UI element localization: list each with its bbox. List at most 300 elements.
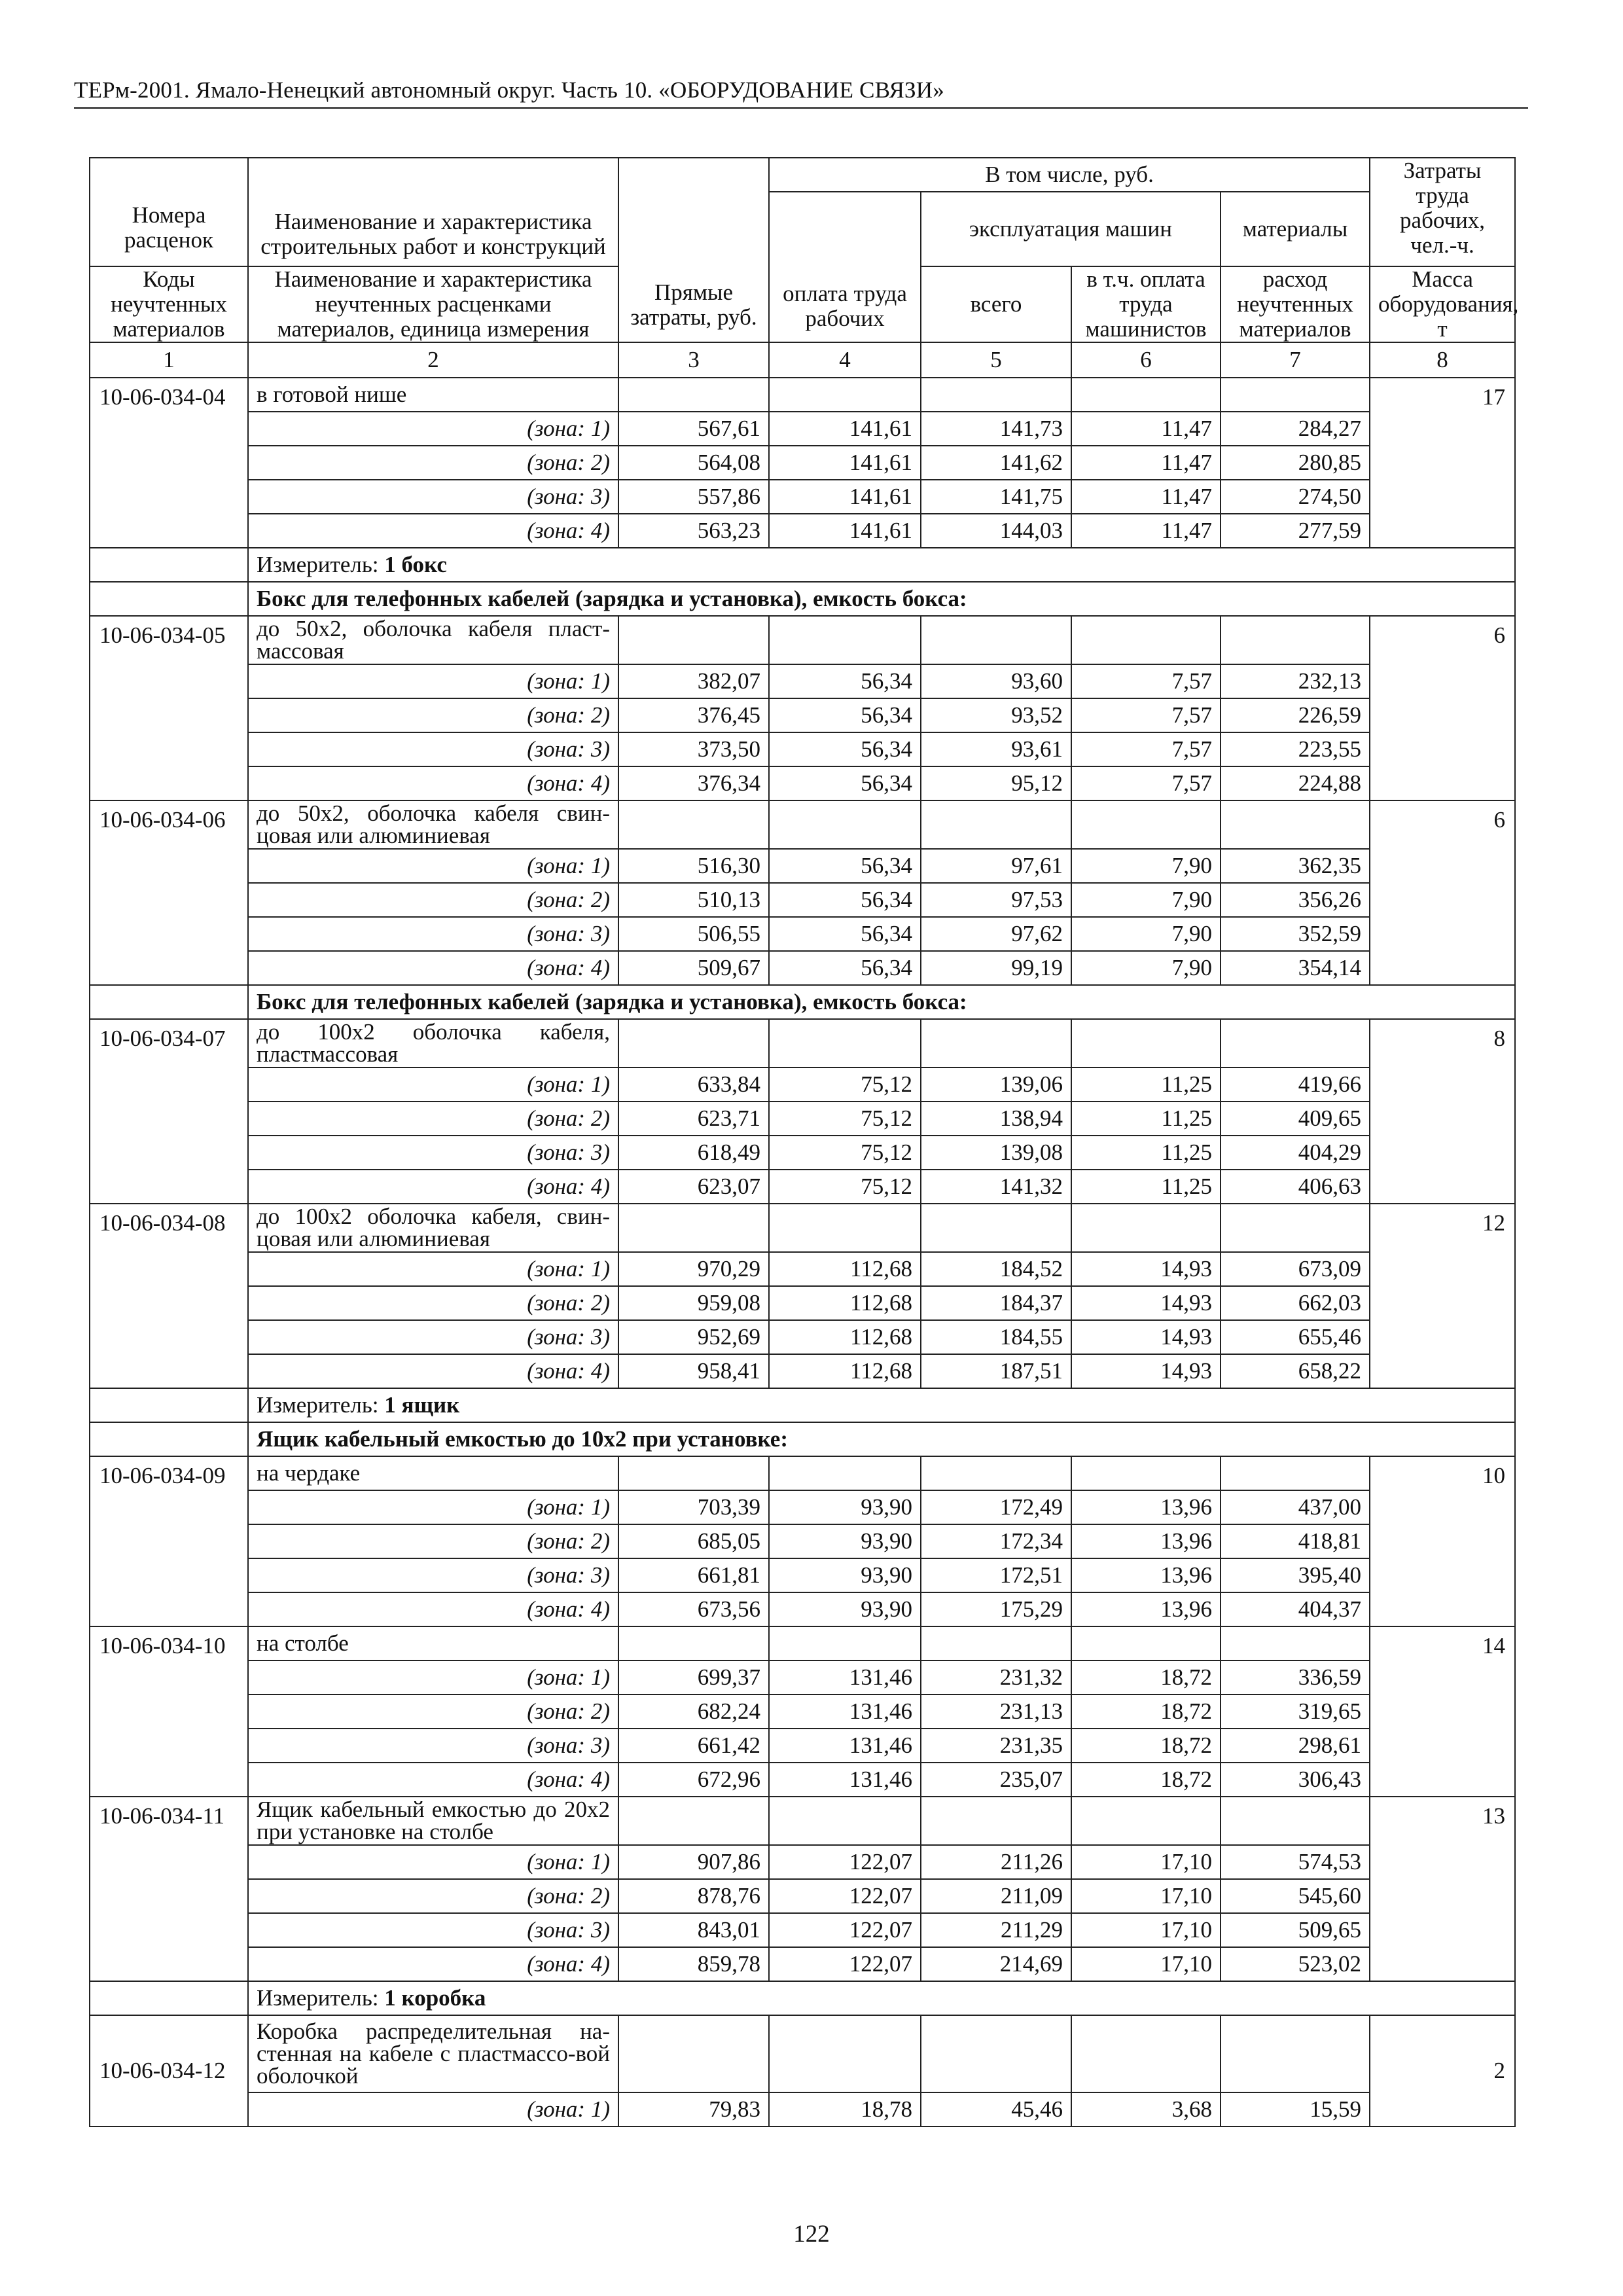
operators-wages: 7,90 <box>1071 849 1221 883</box>
zone-row <box>90 1763 1515 1797</box>
workers-wages: 18,78 <box>769 2092 921 2126</box>
zone-label: (зона: 3) <box>248 1136 618 1170</box>
operators-wages: 11,47 <box>1071 514 1221 548</box>
empty-cell <box>618 378 769 412</box>
machines-total: 93,52 <box>921 698 1071 732</box>
page-number: 122 <box>793 2221 830 2248</box>
operators-wages: 17,10 <box>1071 1879 1221 1913</box>
column-number: 3 <box>618 342 769 378</box>
rates-table <box>89 157 1519 2127</box>
workers-wages: 75,12 <box>769 1136 921 1170</box>
materials: 277,59 <box>1221 514 1370 548</box>
workers-wages: 141,61 <box>769 514 921 548</box>
direct-costs: 859,78 <box>618 1947 769 1981</box>
machines-total: 97,62 <box>921 917 1071 951</box>
workers-wages: 131,46 <box>769 1729 921 1763</box>
direct-costs: 382,07 <box>618 664 769 698</box>
operators-wages: 11,25 <box>1071 1102 1221 1136</box>
machines-total: 93,61 <box>921 732 1071 766</box>
empty-cell <box>921 1204 1071 1252</box>
item-title-row <box>90 1626 1515 1660</box>
unit-row <box>90 1981 1515 2015</box>
operators-wages: 3,68 <box>1071 2092 1221 2126</box>
zone-row <box>90 1252 1515 1286</box>
zone-row <box>90 1947 1515 1981</box>
workers-wages: 56,34 <box>769 951 921 985</box>
empty-cell <box>618 616 769 664</box>
zone-label: (зона: 4) <box>248 514 618 548</box>
direct-costs: 509,67 <box>618 951 769 985</box>
direct-costs: 661,81 <box>618 1558 769 1592</box>
materials: 274,50 <box>1221 480 1370 514</box>
rate-code: 10-06-034-09 <box>90 1456 248 1626</box>
workers-wages: 122,07 <box>769 1913 921 1947</box>
rate-code: 10-06-034-05 <box>90 616 248 800</box>
zone-label: (зона: 4) <box>248 1170 618 1204</box>
direct-costs: 952,69 <box>618 1320 769 1354</box>
zone-row <box>90 1490 1515 1524</box>
labor-costs: 13 <box>1370 1797 1515 1981</box>
labor-costs: 8 <box>1370 1019 1515 1204</box>
operators-wages: 14,93 <box>1071 1320 1221 1354</box>
materials: 232,13 <box>1221 664 1370 698</box>
empty-cell <box>921 616 1071 664</box>
section-row <box>90 985 1515 1019</box>
machines-total: 99,19 <box>921 951 1071 985</box>
direct-costs: 510,13 <box>618 883 769 917</box>
workers-wages: 56,34 <box>769 664 921 698</box>
rate-code: 10-06-034-04 <box>90 378 248 548</box>
empty-cell <box>1221 616 1370 664</box>
item-title-row <box>90 378 1515 412</box>
zone-label: (зона: 1) <box>248 1067 618 1102</box>
direct-costs: 376,34 <box>618 766 769 800</box>
zone-row <box>90 480 1515 514</box>
empty-cell <box>618 1626 769 1660</box>
column-number: 2 <box>248 342 618 378</box>
operators-wages: 13,96 <box>1071 1558 1221 1592</box>
unit-prefix: Измеритель: <box>257 1392 379 1418</box>
workers-wages: 75,12 <box>769 1170 921 1204</box>
empty-cell <box>769 2015 921 2092</box>
workers-wages: 122,07 <box>769 1947 921 1981</box>
direct-costs: 878,76 <box>618 1879 769 1913</box>
unit-prefix: Измеритель: <box>257 1985 379 2011</box>
measurement-unit <box>248 1388 1515 1422</box>
empty-cell <box>1071 1204 1221 1252</box>
empty-cell <box>90 1388 248 1422</box>
workers-wages: 93,90 <box>769 1592 921 1626</box>
direct-costs: 564,08 <box>618 446 769 480</box>
empty-cell <box>1071 2015 1221 2092</box>
work-description: до 50х2, оболочка кабеля свин-цовая или алюминиевая <box>248 800 618 849</box>
operators-wages: 18,72 <box>1071 1660 1221 1695</box>
zone-label: (зона: 1) <box>248 1660 618 1695</box>
operators-wages: 18,72 <box>1071 1695 1221 1729</box>
operators-wages: 11,25 <box>1071 1067 1221 1102</box>
zone-row <box>90 766 1515 800</box>
zone-row <box>90 514 1515 548</box>
unit-prefix: Измеритель: <box>257 552 379 577</box>
section-title: Бокс для телефонных кабелей (зарядка и установка), емкость бокса: <box>248 985 1515 1019</box>
workers-wages: 93,90 <box>769 1490 921 1524</box>
materials: 15,59 <box>1221 2092 1370 2126</box>
machines-total: 172,51 <box>921 1558 1071 1592</box>
empty-cell <box>1221 1797 1370 1845</box>
unit-row <box>90 1388 1515 1422</box>
zone-label: (зона: 4) <box>248 1947 618 1981</box>
empty-cell <box>618 2015 769 2092</box>
measurement-unit <box>248 548 1515 582</box>
column-number: 8 <box>1370 342 1515 378</box>
header-labor-costs: Затраты труда рабочих, чел.-ч. <box>1370 158 1515 266</box>
header-rate-numbers: Номера расценок <box>90 158 248 266</box>
zone-row <box>90 1695 1515 1729</box>
zone-row <box>90 1286 1515 1320</box>
machines-total: 139,06 <box>921 1067 1071 1102</box>
materials: 306,43 <box>1221 1763 1370 1797</box>
zone-row <box>90 883 1515 917</box>
zone-row <box>90 698 1515 732</box>
work-description: в готовой нише <box>248 378 618 412</box>
materials: 545,60 <box>1221 1879 1370 1913</box>
operators-wages: 17,10 <box>1071 1913 1221 1947</box>
operators-wages: 13,96 <box>1071 1592 1221 1626</box>
materials: 662,03 <box>1221 1286 1370 1320</box>
workers-wages: 112,68 <box>769 1354 921 1388</box>
zone-label: (зона: 3) <box>248 480 618 514</box>
direct-costs: 843,01 <box>618 1913 769 1947</box>
labor-costs: 2 <box>1370 2015 1515 2126</box>
materials: 404,29 <box>1221 1136 1370 1170</box>
work-description: на чердаке <box>248 1456 618 1490</box>
labor-costs: 14 <box>1370 1626 1515 1797</box>
operators-wages: 11,25 <box>1071 1170 1221 1204</box>
empty-cell <box>921 800 1071 849</box>
zone-label: (зона: 3) <box>248 917 618 951</box>
empty-cell <box>618 1204 769 1252</box>
workers-wages: 56,34 <box>769 849 921 883</box>
zone-row <box>90 849 1515 883</box>
labor-costs: 12 <box>1370 1204 1515 1388</box>
zone-row <box>90 1524 1515 1558</box>
zone-label: (зона: 1) <box>248 1490 618 1524</box>
page-header: ТЕРм-2001. Ямало-Ненецкий автономный округ. Часть 10. «ОБОРУДОВАНИЕ СВЯЗИ» <box>74 77 944 103</box>
work-description: до 50х2, оболочка кабеля пласт-массовая <box>248 616 618 664</box>
direct-costs: 79,83 <box>618 2092 769 2126</box>
workers-wages: 112,68 <box>769 1320 921 1354</box>
rate-code: 10-06-034-08 <box>90 1204 248 1388</box>
zone-label: (зона: 4) <box>248 1592 618 1626</box>
zone-row <box>90 1102 1515 1136</box>
machines-total: 231,35 <box>921 1729 1071 1763</box>
materials: 352,59 <box>1221 917 1370 951</box>
machines-total: 138,94 <box>921 1102 1071 1136</box>
workers-wages: 122,07 <box>769 1879 921 1913</box>
empty-cell <box>1071 1626 1221 1660</box>
empty-cell <box>1221 1204 1370 1252</box>
operators-wages: 14,93 <box>1071 1354 1221 1388</box>
direct-costs: 516,30 <box>618 849 769 883</box>
workers-wages: 141,61 <box>769 446 921 480</box>
machines-total: 211,26 <box>921 1845 1071 1879</box>
zone-label: (зона: 4) <box>248 766 618 800</box>
workers-wages: 75,12 <box>769 1102 921 1136</box>
zone-row <box>90 1913 1515 1947</box>
header-materials: материалы <box>1221 192 1370 266</box>
materials: 406,63 <box>1221 1170 1370 1204</box>
direct-costs: 907,86 <box>618 1845 769 1879</box>
direct-costs: 682,24 <box>618 1695 769 1729</box>
item-title-row <box>90 2015 1515 2092</box>
empty-cell <box>90 548 248 582</box>
empty-cell <box>1221 1019 1370 1067</box>
header-equipment-mass: Масса оборудования, т <box>1370 266 1515 342</box>
direct-costs: 703,39 <box>618 1490 769 1524</box>
zone-row <box>90 951 1515 985</box>
zone-label: (зона: 1) <box>248 664 618 698</box>
rate-code: 10-06-034-11 <box>90 1797 248 1981</box>
materials: 523,02 <box>1221 1947 1370 1981</box>
empty-cell <box>618 800 769 849</box>
item-title-row <box>90 1204 1515 1252</box>
section-title: Бокс для телефонных кабелей (зарядка и установка), емкость бокса: <box>248 582 1515 616</box>
operators-wages: 17,10 <box>1071 1845 1221 1879</box>
zone-label: (зона: 3) <box>248 1320 618 1354</box>
machines-total: 141,62 <box>921 446 1071 480</box>
machines-total: 231,13 <box>921 1695 1071 1729</box>
unit-value: 1 коробка <box>384 1985 486 2011</box>
labor-costs: 6 <box>1370 616 1515 800</box>
zone-label: (зона: 3) <box>248 1729 618 1763</box>
direct-costs: 673,56 <box>618 1592 769 1626</box>
rate-code: 10-06-034-06 <box>90 800 248 985</box>
machines-total: 231,32 <box>921 1660 1071 1695</box>
workers-wages: 56,34 <box>769 917 921 951</box>
materials: 509,65 <box>1221 1913 1370 1947</box>
machines-total: 141,32 <box>921 1170 1071 1204</box>
empty-cell <box>921 1019 1071 1067</box>
direct-costs: 699,37 <box>618 1660 769 1695</box>
zone-row <box>90 732 1515 766</box>
zone-row <box>90 1845 1515 1879</box>
labor-costs: 6 <box>1370 800 1515 985</box>
column-number: 7 <box>1221 342 1370 378</box>
machines-total: 184,37 <box>921 1286 1071 1320</box>
materials: 419,66 <box>1221 1067 1370 1102</box>
section-row <box>90 582 1515 616</box>
materials: 362,35 <box>1221 849 1370 883</box>
empty-cell <box>769 800 921 849</box>
column-number: 4 <box>769 342 921 378</box>
zone-label: (зона: 3) <box>248 1558 618 1592</box>
direct-costs: 563,23 <box>618 514 769 548</box>
workers-wages: 93,90 <box>769 1558 921 1592</box>
operators-wages: 7,57 <box>1071 698 1221 732</box>
work-description: Коробка распределительная на-стенная на кабеле с пластмассо-вой оболочкой <box>248 2015 618 2092</box>
rate-code: 10-06-034-10 <box>90 1626 248 1797</box>
work-description: Ящик кабельный емкостью до 20х2 при установке на столбе <box>248 1797 618 1845</box>
zone-row <box>90 1320 1515 1354</box>
zone-row <box>90 412 1515 446</box>
item-title-row <box>90 800 1515 849</box>
column-number: 5 <box>921 342 1071 378</box>
operators-wages: 13,96 <box>1071 1490 1221 1524</box>
operators-wages: 14,93 <box>1071 1286 1221 1320</box>
zone-row <box>90 2092 1515 2126</box>
machines-total: 139,08 <box>921 1136 1071 1170</box>
empty-cell <box>1221 2015 1370 2092</box>
empty-cell <box>769 1204 921 1252</box>
zone-label: (зона: 2) <box>248 1524 618 1558</box>
empty-cell <box>769 378 921 412</box>
machines-total: 141,75 <box>921 480 1071 514</box>
unit-row <box>90 548 1515 582</box>
machines-total: 172,34 <box>921 1524 1071 1558</box>
header-unaccounted-names: Наименование и характеристика неучтенных расценками материалов, единица измерения <box>248 266 618 342</box>
materials: 298,61 <box>1221 1729 1370 1763</box>
materials: 224,88 <box>1221 766 1370 800</box>
section-title: Ящик кабельный емкостью до 10х2 при установке: <box>248 1422 1515 1456</box>
labor-costs: 17 <box>1370 378 1515 548</box>
materials: 226,59 <box>1221 698 1370 732</box>
zone-label: (зона: 4) <box>248 1763 618 1797</box>
zone-label: (зона: 1) <box>248 1845 618 1879</box>
machines-total: 97,53 <box>921 883 1071 917</box>
zone-label: (зона: 2) <box>248 1695 618 1729</box>
zone-row <box>90 1592 1515 1626</box>
item-title-row <box>90 1797 1515 1845</box>
zone-label: (зона: 4) <box>248 951 618 985</box>
materials: 404,37 <box>1221 1592 1370 1626</box>
materials: 280,85 <box>1221 446 1370 480</box>
materials: 354,14 <box>1221 951 1370 985</box>
materials: 437,00 <box>1221 1490 1370 1524</box>
direct-costs: 959,08 <box>618 1286 769 1320</box>
measurement-unit <box>248 1981 1515 2015</box>
rate-code: 10-06-034-07 <box>90 1019 248 1204</box>
operators-wages: 7,57 <box>1071 766 1221 800</box>
direct-costs: 958,41 <box>618 1354 769 1388</box>
work-description: до 100х2 оболочка кабеля, свин-цовая или алюминиевая <box>248 1204 618 1252</box>
workers-wages: 122,07 <box>769 1845 921 1879</box>
operators-wages: 7,90 <box>1071 883 1221 917</box>
machines-total: 175,29 <box>921 1592 1071 1626</box>
direct-costs: 373,50 <box>618 732 769 766</box>
header-unaccounted-codes: Коды неучтенных материалов <box>90 266 248 342</box>
empty-cell <box>769 1797 921 1845</box>
operators-wages: 7,57 <box>1071 664 1221 698</box>
machines-total: 187,51 <box>921 1354 1071 1388</box>
empty-cell <box>921 378 1071 412</box>
zone-label: (зона: 4) <box>248 1354 618 1388</box>
machines-total: 184,55 <box>921 1320 1071 1354</box>
machines-total: 95,12 <box>921 766 1071 800</box>
header-rule <box>74 107 1528 109</box>
empty-cell <box>769 1626 921 1660</box>
zone-row <box>90 1558 1515 1592</box>
operators-wages: 7,90 <box>1071 917 1221 951</box>
empty-cell <box>1071 1797 1221 1845</box>
workers-wages: 141,61 <box>769 412 921 446</box>
operators-wages: 7,90 <box>1071 951 1221 985</box>
operators-wages: 17,10 <box>1071 1947 1221 1981</box>
machines-total: 214,69 <box>921 1947 1071 1981</box>
machines-total: 97,61 <box>921 849 1071 883</box>
unit-value: 1 бокс <box>384 552 447 577</box>
materials: 418,81 <box>1221 1524 1370 1558</box>
materials: 574,53 <box>1221 1845 1370 1879</box>
zone-label: (зона: 3) <box>248 732 618 766</box>
materials: 319,65 <box>1221 1695 1370 1729</box>
header-unaccounted-materials: расход неучтенных материалов <box>1221 266 1370 342</box>
direct-costs: 618,49 <box>618 1136 769 1170</box>
materials: 655,46 <box>1221 1320 1370 1354</box>
operators-wages: 11,47 <box>1071 412 1221 446</box>
empty-cell <box>769 1456 921 1490</box>
direct-costs: 672,96 <box>618 1763 769 1797</box>
direct-costs: 623,71 <box>618 1102 769 1136</box>
empty-cell <box>921 1456 1071 1490</box>
empty-cell <box>1071 1019 1221 1067</box>
workers-wages: 56,34 <box>769 732 921 766</box>
empty-cell <box>90 1422 248 1456</box>
direct-costs: 661,42 <box>618 1729 769 1763</box>
operators-wages: 11,47 <box>1071 446 1221 480</box>
zone-label: (зона: 2) <box>248 1879 618 1913</box>
zone-row <box>90 1879 1515 1913</box>
empty-cell <box>618 1456 769 1490</box>
materials: 658,22 <box>1221 1354 1370 1388</box>
workers-wages: 112,68 <box>769 1286 921 1320</box>
direct-costs: 506,55 <box>618 917 769 951</box>
empty-cell <box>1221 378 1370 412</box>
direct-costs: 557,86 <box>618 480 769 514</box>
machines-total: 211,09 <box>921 1879 1071 1913</box>
machines-total: 141,73 <box>921 412 1071 446</box>
empty-cell <box>1221 800 1370 849</box>
empty-cell <box>90 582 248 616</box>
header-wages: оплата труда рабочих <box>769 192 921 342</box>
direct-costs: 633,84 <box>618 1067 769 1102</box>
materials: 223,55 <box>1221 732 1370 766</box>
column-number: 1 <box>90 342 248 378</box>
materials: 395,40 <box>1221 1558 1370 1592</box>
workers-wages: 131,46 <box>769 1763 921 1797</box>
header-machines-total: всего <box>921 266 1071 342</box>
zone-row <box>90 1354 1515 1388</box>
materials: 336,59 <box>1221 1660 1370 1695</box>
header-work-name: Наименование и характеристика строительных работ и конструкций <box>248 158 618 266</box>
workers-wages: 141,61 <box>769 480 921 514</box>
materials: 673,09 <box>1221 1252 1370 1286</box>
operators-wages: 13,96 <box>1071 1524 1221 1558</box>
item-title-row <box>90 1456 1515 1490</box>
workers-wages: 93,90 <box>769 1524 921 1558</box>
machines-total: 235,07 <box>921 1763 1071 1797</box>
machines-total: 45,46 <box>921 2092 1071 2126</box>
labor-costs: 10 <box>1370 1456 1515 1626</box>
machines-total: 172,49 <box>921 1490 1071 1524</box>
zone-row <box>90 1660 1515 1695</box>
header-operators-wages: в т.ч. оплата труда машинистов <box>1071 266 1221 342</box>
zone-label: (зона: 2) <box>248 1102 618 1136</box>
operators-wages: 7,57 <box>1071 732 1221 766</box>
operators-wages: 11,25 <box>1071 1136 1221 1170</box>
zone-label: (зона: 1) <box>248 2092 618 2126</box>
item-title-row <box>90 616 1515 664</box>
operators-wages: 18,72 <box>1071 1763 1221 1797</box>
